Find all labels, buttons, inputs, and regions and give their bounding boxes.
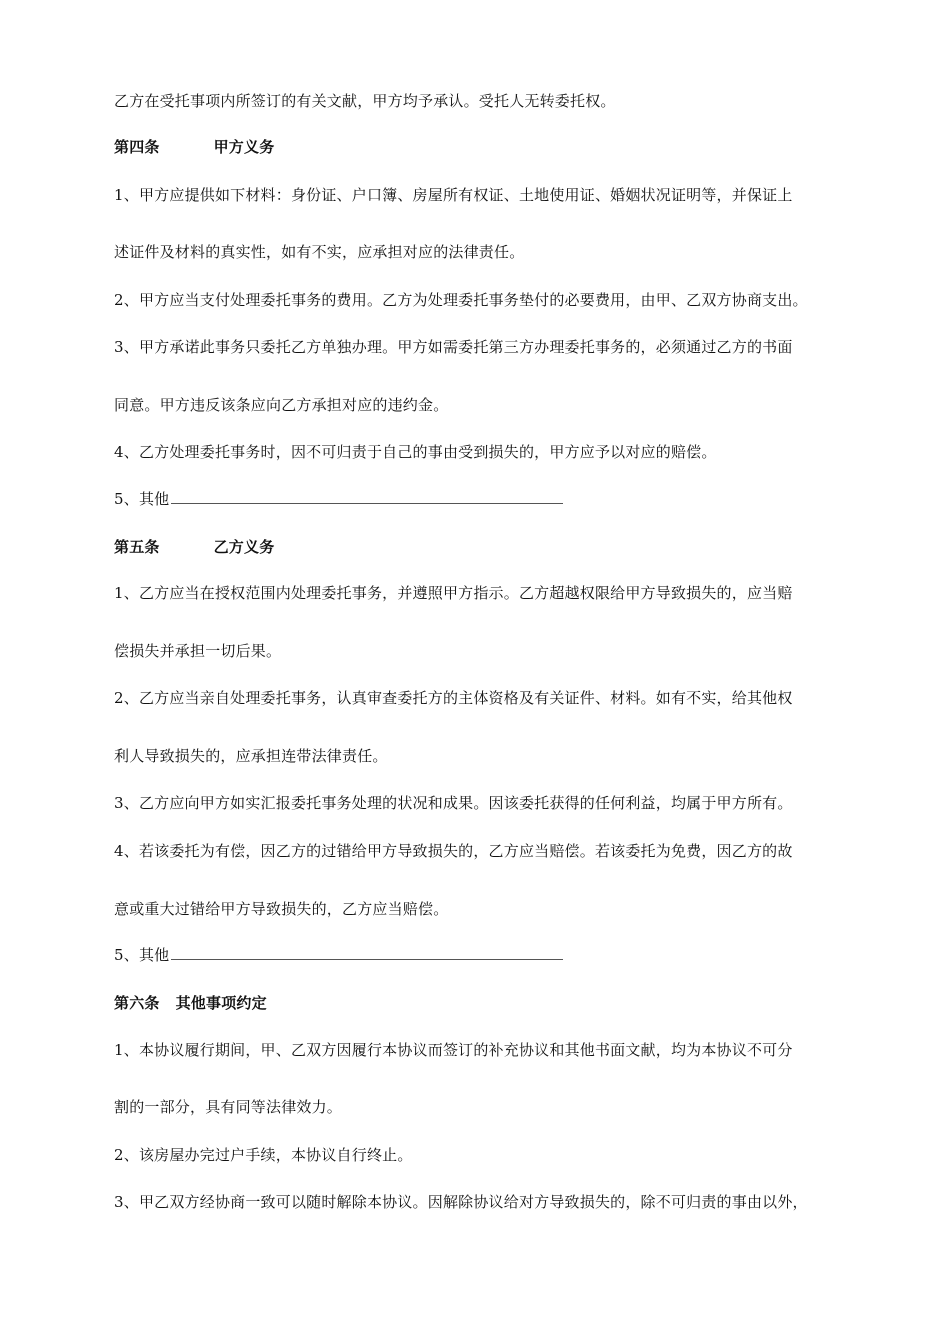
paragraph-line: 3、甲方承诺此事务只委托乙方单独办理。甲方如需委托第三方办理委托事务的，必须通过乙方的书面 — [114, 338, 793, 356]
paragraph-line: 偿损失并承担一切后果。 — [114, 642, 282, 660]
paragraph-line: 利人导致损失的，应承担连带法律责任。 — [114, 747, 388, 765]
other-item-line — [114, 945, 874, 965]
paragraph-line: 2、乙方应当亲自处理委托事务，认真审查委托方的主体资格及有关证件、材料。如有不实，给其他权 — [114, 689, 793, 707]
paragraph-line: 4、若该委托为有偿，因乙方的过错给甲方导致损失的，乙方应当赔偿。若该委托为免费，因乙方的故 — [114, 842, 793, 860]
paragraph-line: 2、该房屋办完过户手续，本协议自行终止。 — [114, 1146, 413, 1164]
paragraph-line: 4、乙方处理委托事务时，因不可归责于自己的事由受到损失的，甲方应予以对应的赔偿。 — [114, 443, 717, 461]
fill-in-blank — [171, 489, 563, 504]
paragraph-line: 2、甲方应当支付处理委托事务的费用。乙方为处理委托事务垫付的必要费用，由甲、乙双方协商支出。 — [114, 291, 808, 309]
article-title: 甲方义务 — [213, 138, 275, 156]
article-4-heading — [114, 137, 874, 157]
paragraph-line: 3、乙方应向甲方如实汇报委托事务处理的状况和成果。因该委托获得的任何利益，均属于甲方所有。 — [114, 794, 793, 812]
article-number: 第四条 — [114, 138, 160, 156]
other-item-label: 5、其他 — [114, 946, 170, 964]
paragraph-line: 3、甲乙双方经协商一致可以随时解除本协议。因解除协议给对方导致损失的，除不可归责的事由以外， — [114, 1193, 808, 1211]
article-number: 第五条 — [114, 538, 160, 556]
paragraph-line: 同意。甲方违反该条应向乙方承担对应的违约金。 — [114, 396, 449, 414]
fill-in-blank — [171, 945, 563, 960]
paragraph-line: 1、甲方应提供如下材料：身份证、户口簿、房屋所有权证、土地使用证、婚姻状况证明等，并保证上 — [114, 186, 793, 204]
paragraph-line: 述证件及材料的真实性，如有不实，应承担对应的法律责任。 — [114, 243, 525, 261]
article-title: 其他事项约定 — [175, 994, 267, 1012]
article-6-heading — [114, 993, 874, 1013]
paragraph-line: 1、本协议履行期间，甲、乙双方因履行本协议而签订的补充协议和其他书面文献，均为本协议不可分 — [114, 1041, 793, 1059]
other-item-line — [114, 489, 874, 509]
paragraph-line: 乙方在受托事项内所签订的有关文献，甲方均予承认。受托人无转委托权。 — [114, 92, 616, 110]
article-5-heading — [114, 537, 874, 557]
other-item-label: 5、其他 — [114, 490, 170, 508]
paragraph-line: 割的一部分，具有同等法律效力。 — [114, 1098, 343, 1116]
article-number: 第六条 — [114, 994, 160, 1012]
article-title: 乙方义务 — [213, 538, 275, 556]
paragraph-line: 1、乙方应当在授权范围内处理委托事务，并遵照甲方指示。乙方超越权限给甲方导致损失的，应当赔 — [114, 584, 793, 602]
paragraph-line: 意或重大过错给甲方导致损失的，乙方应当赔偿。 — [114, 900, 449, 918]
